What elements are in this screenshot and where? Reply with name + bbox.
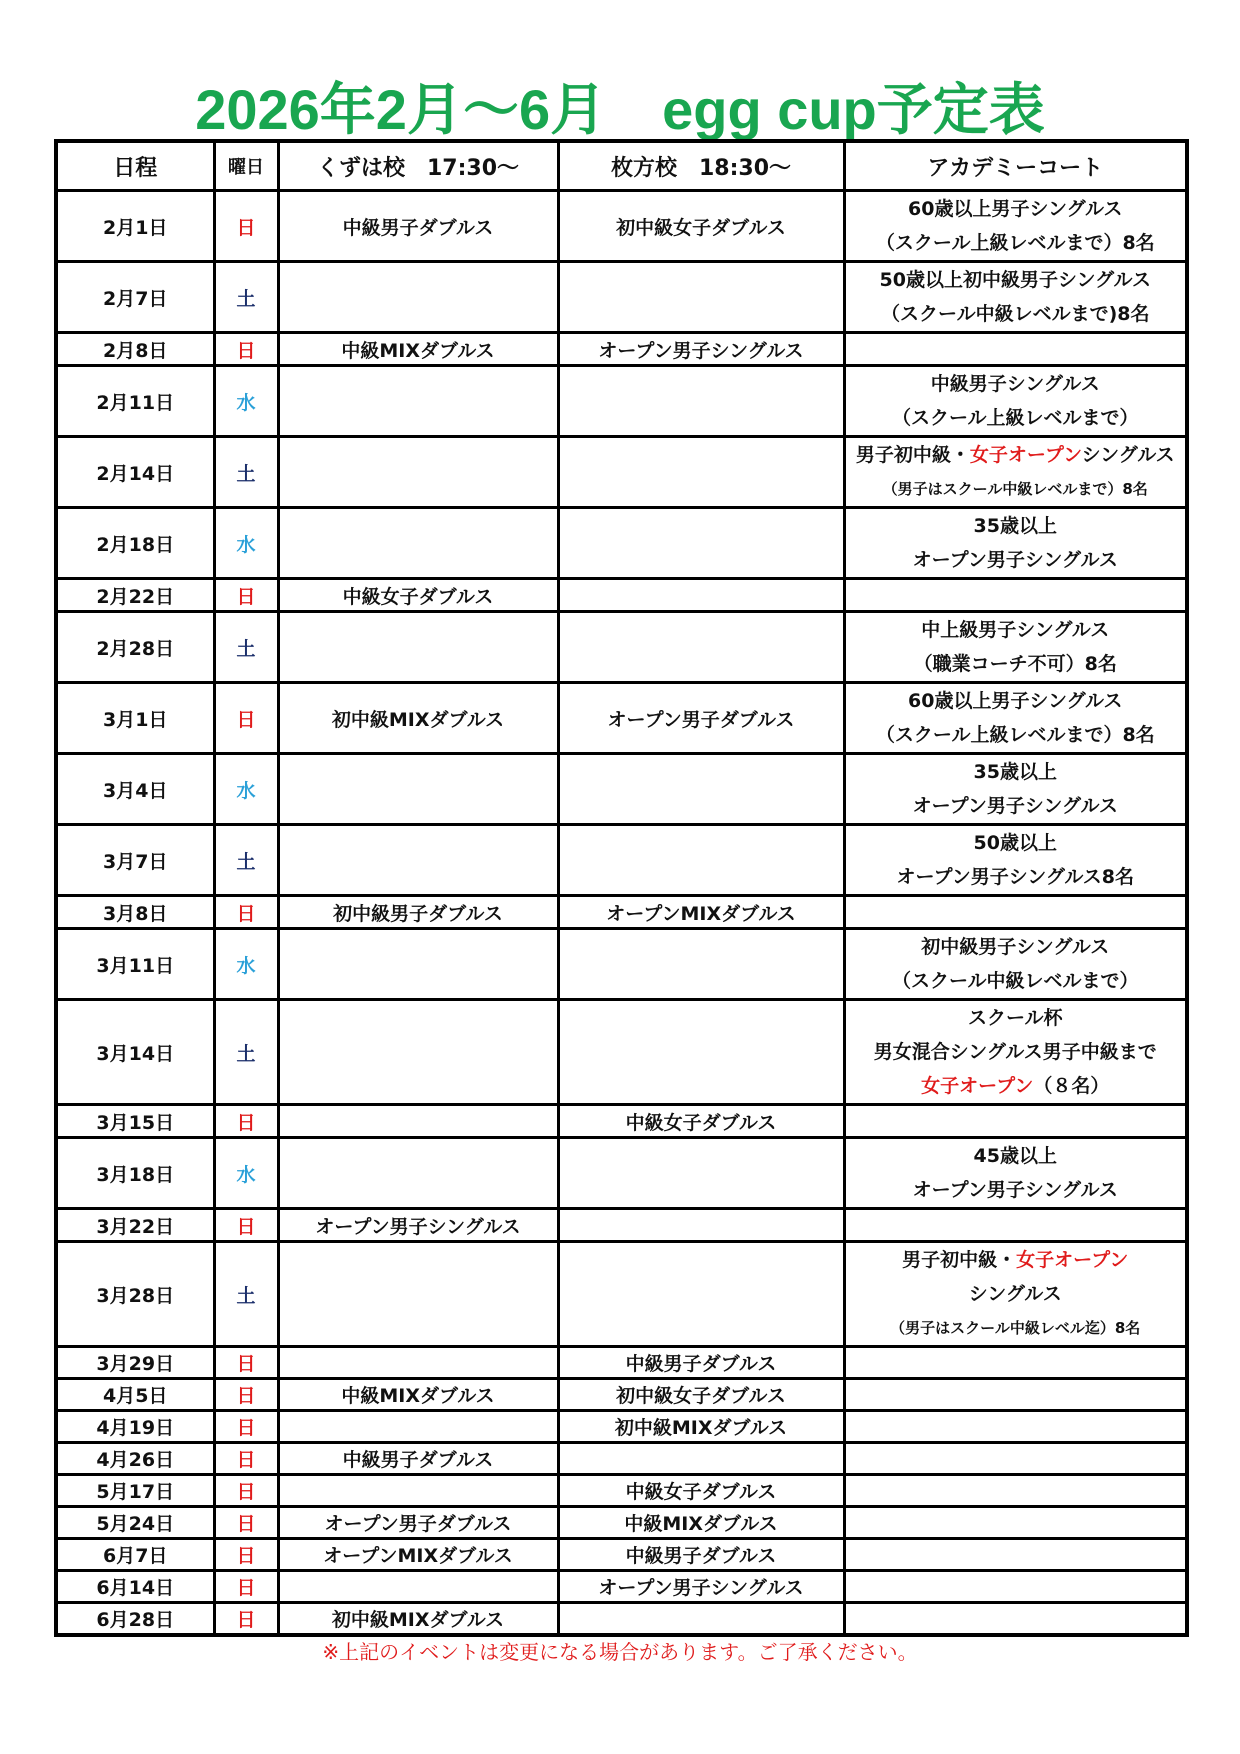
academy-event-line <box>846 1001 1186 1035</box>
hirakata-event-cell <box>558 612 844 683</box>
day-of-week-cell: 日 <box>214 1209 278 1242</box>
kuzuha-event-cell <box>278 437 558 508</box>
academy-event-cell <box>844 1209 1187 1242</box>
table-row <box>56 896 1187 929</box>
academy-event-line <box>846 1243 1186 1277</box>
table-row <box>56 1209 1187 1242</box>
day-of-week-cell: 水 <box>214 508 278 579</box>
hirakata-event-cell <box>558 366 844 437</box>
highlight-text: 女子オープン <box>921 1075 1034 1097</box>
table-row <box>56 929 1187 1000</box>
date-cell: 2月14日 <box>56 437 214 508</box>
table-row <box>56 508 1187 579</box>
academy-event-line <box>846 1035 1186 1069</box>
kuzuha-event-cell <box>278 1571 558 1603</box>
table-row <box>56 1571 1187 1603</box>
schedule-body <box>56 191 1187 1636</box>
schedule-table <box>54 139 1189 1637</box>
day-of-week-cell: 土 <box>214 437 278 508</box>
date-cell: 3月22日 <box>56 1209 214 1242</box>
header-row <box>56 141 1187 191</box>
academy-event-cell <box>844 1105 1187 1138</box>
hirakata-event-cell: 中級MIXダブルス <box>558 1507 844 1539</box>
academy-event-cell <box>844 929 1187 1000</box>
day-of-week-cell: 日 <box>214 1379 278 1411</box>
highlight-text: 女子オープン <box>969 444 1082 466</box>
academy-event-cell <box>844 1539 1187 1571</box>
event-text: 男子初中級・ <box>902 1249 1017 1271</box>
academy-event-cell <box>844 896 1187 929</box>
date-cell: 3月15日 <box>56 1105 214 1138</box>
academy-event-line <box>846 789 1186 823</box>
date-cell: 5月17日 <box>56 1475 214 1507</box>
day-of-week-cell: 水 <box>214 366 278 437</box>
date-cell: 3月8日 <box>56 896 214 929</box>
date-cell: 3月4日 <box>56 754 214 825</box>
event-text: （スクール上級レベルまで）8名 <box>875 232 1155 254</box>
hirakata-event-cell <box>558 754 844 825</box>
day-of-week-cell: 日 <box>214 1539 278 1571</box>
day-of-week-cell: 日 <box>214 1507 278 1539</box>
event-text: 60歳以上男子シングルス <box>908 198 1123 220</box>
table-row <box>56 1379 1187 1411</box>
academy-event-cell <box>844 1379 1187 1411</box>
table-row <box>56 612 1187 683</box>
event-text: スクール杯 <box>967 1007 1063 1029</box>
highlight-text: 女子オープン <box>1016 1249 1129 1271</box>
kuzuha-event-cell <box>278 1475 558 1507</box>
academy-event-line <box>846 509 1186 543</box>
hirakata-event-cell <box>558 579 844 612</box>
hirakata-event-cell: オープン男子ダブルス <box>558 683 844 754</box>
academy-event-line <box>846 826 1186 860</box>
date-cell: 6月7日 <box>56 1539 214 1571</box>
academy-event-line <box>846 647 1186 681</box>
page-title: 2026年2月～6月 egg cup予定表 <box>195 78 1045 141</box>
academy-event-cell <box>844 754 1187 825</box>
header-hirakata: 枚方校 18:30～ <box>558 141 844 191</box>
table-row <box>56 754 1187 825</box>
table-row <box>56 437 1187 508</box>
day-of-week-cell: 日 <box>214 333 278 366</box>
event-text: 60歳以上男子シングルス <box>908 690 1123 712</box>
academy-event-cell <box>844 683 1187 754</box>
event-text: 35歳以上 <box>973 761 1057 783</box>
table-row <box>56 1242 1187 1347</box>
date-cell: 3月1日 <box>56 683 214 754</box>
kuzuha-event-cell: オープンMIXダブルス <box>278 1539 558 1571</box>
day-of-week-cell: 水 <box>214 929 278 1000</box>
day-of-week-cell: 土 <box>214 825 278 896</box>
table-row <box>56 579 1187 612</box>
academy-event-line <box>846 1069 1186 1103</box>
hirakata-event-cell <box>558 508 844 579</box>
header-date: 日程 <box>56 141 214 191</box>
table-row <box>56 1000 1187 1105</box>
date-cell: 6月28日 <box>56 1603 214 1636</box>
academy-event-cell <box>844 579 1187 612</box>
day-of-week-cell: 日 <box>214 1411 278 1443</box>
hirakata-event-cell: 中級女子ダブルス <box>558 1105 844 1138</box>
academy-event-line <box>846 1173 1186 1207</box>
event-text: （スクール上級レベルまで） <box>891 407 1139 429</box>
academy-event-line <box>846 438 1186 472</box>
academy-event-cell <box>844 1507 1187 1539</box>
event-text: （スクール上級レベルまで）8名 <box>875 724 1155 746</box>
day-of-week-cell: 水 <box>214 1138 278 1209</box>
date-cell: 2月22日 <box>56 579 214 612</box>
date-cell: 2月11日 <box>56 366 214 437</box>
academy-event-line <box>846 401 1186 435</box>
date-cell: 3月14日 <box>56 1000 214 1105</box>
table-row <box>56 683 1187 754</box>
day-of-week-cell: 日 <box>214 191 278 262</box>
academy-event-line <box>846 860 1186 894</box>
academy-event-cell <box>844 1411 1187 1443</box>
day-of-week-cell: 土 <box>214 612 278 683</box>
day-of-week-cell: 日 <box>214 579 278 612</box>
event-text: 50歳以上 <box>973 832 1057 854</box>
day-of-week-cell: 土 <box>214 262 278 333</box>
kuzuha-event-cell: 初中級MIXダブルス <box>278 1603 558 1636</box>
date-cell: 4月26日 <box>56 1443 214 1475</box>
day-of-week-cell: 日 <box>214 683 278 754</box>
academy-event-line <box>846 1139 1186 1173</box>
hirakata-event-cell <box>558 1242 844 1347</box>
event-text: オープン男子シングルス8名 <box>896 866 1135 888</box>
table-row <box>56 1443 1187 1475</box>
table-row <box>56 333 1187 366</box>
day-of-week-cell: 日 <box>214 1105 278 1138</box>
academy-event-cell <box>844 191 1187 262</box>
academy-event-cell <box>844 1138 1187 1209</box>
academy-event-line <box>846 472 1186 506</box>
date-cell: 2月8日 <box>56 333 214 366</box>
table-row <box>56 1475 1187 1507</box>
day-of-week-cell: 日 <box>214 896 278 929</box>
academy-event-cell <box>844 366 1187 437</box>
kuzuha-event-cell <box>278 1138 558 1209</box>
academy-event-cell <box>844 508 1187 579</box>
hirakata-event-cell <box>558 929 844 1000</box>
header-day-of-week: 曜日 <box>214 141 278 191</box>
event-text: 中級男子シングルス <box>930 373 1100 395</box>
date-cell: 3月29日 <box>56 1347 214 1379</box>
table-row <box>56 1411 1187 1443</box>
header-kuzuha: くずは校 17:30～ <box>278 141 558 191</box>
academy-event-cell <box>844 1242 1187 1347</box>
event-text: 男女混合シングルス男子中級まで <box>873 1041 1157 1063</box>
academy-event-line <box>846 263 1186 297</box>
academy-event-line <box>846 297 1186 331</box>
academy-event-line <box>846 1311 1186 1345</box>
table-row <box>56 1105 1187 1138</box>
event-text: オープン男子シングルス <box>912 795 1118 817</box>
academy-event-line <box>846 930 1186 964</box>
kuzuha-event-cell: 中級女子ダブルス <box>278 579 558 612</box>
event-text: 初中級男子シングルス <box>921 936 1110 958</box>
day-of-week-cell: 土 <box>214 1242 278 1347</box>
hirakata-event-cell <box>558 262 844 333</box>
academy-event-cell <box>844 825 1187 896</box>
kuzuha-event-cell <box>278 1411 558 1443</box>
academy-event-line <box>846 1277 1186 1311</box>
academy-event-cell <box>844 1347 1187 1379</box>
date-cell: 2月28日 <box>56 612 214 683</box>
hirakata-event-cell <box>558 1443 844 1475</box>
kuzuha-event-cell <box>278 366 558 437</box>
event-text: （男子はスクール中級レベル迄）8名 <box>890 1319 1141 1337</box>
hirakata-event-cell <box>558 437 844 508</box>
academy-event-line <box>846 964 1186 998</box>
event-text: 35歳以上 <box>973 515 1057 537</box>
date-cell: 5月24日 <box>56 1507 214 1539</box>
date-cell: 4月19日 <box>56 1411 214 1443</box>
event-text: （職業コーチ不可）8名 <box>913 653 1117 675</box>
event-text: シングルス <box>968 1283 1062 1305</box>
kuzuha-event-cell <box>278 508 558 579</box>
hirakata-event-cell <box>558 1000 844 1105</box>
day-of-week-cell: 水 <box>214 754 278 825</box>
hirakata-event-cell: オープン男子シングルス <box>558 333 844 366</box>
kuzuha-event-cell: 中級男子ダブルス <box>278 1443 558 1475</box>
academy-event-cell <box>844 1000 1187 1105</box>
kuzuha-event-cell <box>278 262 558 333</box>
kuzuha-event-cell <box>278 1242 558 1347</box>
kuzuha-event-cell <box>278 754 558 825</box>
hirakata-event-cell: 中級女子ダブルス <box>558 1475 844 1507</box>
academy-event-cell <box>844 1475 1187 1507</box>
academy-event-line <box>846 755 1186 789</box>
hirakata-event-cell: 初中級MIXダブルス <box>558 1411 844 1443</box>
hirakata-event-cell <box>558 1603 844 1636</box>
day-of-week-cell: 日 <box>214 1571 278 1603</box>
hirakata-event-cell: オープン男子シングルス <box>558 1571 844 1603</box>
event-text: 50歳以上初中級男子シングルス <box>879 269 1151 291</box>
kuzuha-event-cell: 初中級MIXダブルス <box>278 683 558 754</box>
table-row <box>56 1347 1187 1379</box>
date-cell: 4月5日 <box>56 1379 214 1411</box>
kuzuha-event-cell: 中級男子ダブルス <box>278 191 558 262</box>
table-row <box>56 825 1187 896</box>
date-cell: 3月7日 <box>56 825 214 896</box>
hirakata-event-cell: 初中級女子ダブルス <box>558 191 844 262</box>
table-row <box>56 366 1187 437</box>
date-cell: 2月18日 <box>56 508 214 579</box>
kuzuha-event-cell: オープン男子シングルス <box>278 1209 558 1242</box>
hirakata-event-cell <box>558 1138 844 1209</box>
hirakata-event-cell: 初中級女子ダブルス <box>558 1379 844 1411</box>
date-cell: 2月7日 <box>56 262 214 333</box>
kuzuha-event-cell <box>278 612 558 683</box>
hirakata-event-cell: 中級男子ダブルス <box>558 1347 844 1379</box>
kuzuha-event-cell: 初中級男子ダブルス <box>278 896 558 929</box>
academy-event-cell <box>844 612 1187 683</box>
hirakata-event-cell: 中級男子ダブルス <box>558 1539 844 1571</box>
event-text: （男子はスクール中級レベルまで）8名 <box>882 480 1148 498</box>
day-of-week-cell: 土 <box>214 1000 278 1105</box>
date-cell: 3月28日 <box>56 1242 214 1347</box>
header-academy-court: アカデミーコート <box>844 141 1187 191</box>
academy-event-line <box>846 613 1186 647</box>
academy-event-cell <box>844 1571 1187 1603</box>
table-row <box>56 1138 1187 1209</box>
table-row <box>56 262 1187 333</box>
academy-event-cell <box>844 1443 1187 1475</box>
day-of-week-cell: 日 <box>214 1347 278 1379</box>
event-text: （スクール中級レベルまで） <box>891 970 1139 992</box>
day-of-week-cell: 日 <box>214 1603 278 1636</box>
academy-event-line <box>846 684 1186 718</box>
kuzuha-event-cell <box>278 1105 558 1138</box>
kuzuha-event-cell: 中級MIXダブルス <box>278 1379 558 1411</box>
academy-event-line <box>846 226 1186 260</box>
day-of-week-cell: 日 <box>214 1443 278 1475</box>
academy-event-cell <box>844 262 1187 333</box>
hirakata-event-cell <box>558 1209 844 1242</box>
day-of-week-cell: 日 <box>214 1475 278 1507</box>
disclaimer-note: ※上記のイベントは変更になる場合があります。ご了承ください。 <box>322 1640 918 1664</box>
kuzuha-event-cell: 中級MIXダブルス <box>278 333 558 366</box>
event-text: （スクール中級レベルまで)8名 <box>880 303 1150 325</box>
kuzuha-event-cell <box>278 1000 558 1105</box>
event-text: 45歳以上 <box>973 1145 1057 1167</box>
hirakata-event-cell: オープンMIXダブルス <box>558 896 844 929</box>
table-row <box>56 1539 1187 1571</box>
academy-event-line <box>846 367 1186 401</box>
hirakata-event-cell <box>558 825 844 896</box>
table-row <box>56 1507 1187 1539</box>
academy-event-cell <box>844 1603 1187 1636</box>
date-cell: 3月11日 <box>56 929 214 1000</box>
date-cell: 3月18日 <box>56 1138 214 1209</box>
academy-event-cell <box>844 333 1187 366</box>
event-text: 男子初中級・ <box>855 444 970 466</box>
event-text: オープン男子シングルス <box>912 549 1118 571</box>
kuzuha-event-cell <box>278 825 558 896</box>
kuzuha-event-cell: オープン男子ダブルス <box>278 1507 558 1539</box>
event-text: シングルス <box>1081 444 1175 466</box>
kuzuha-event-cell <box>278 1347 558 1379</box>
academy-event-line <box>846 192 1186 226</box>
academy-event-cell <box>844 437 1187 508</box>
table-row <box>56 1603 1187 1636</box>
date-cell: 2月1日 <box>56 191 214 262</box>
event-text: オープン男子シングルス <box>912 1179 1118 1201</box>
event-text: （８名） <box>1033 1075 1110 1097</box>
academy-event-line <box>846 718 1186 752</box>
academy-event-line <box>846 543 1186 577</box>
event-text: 中上級男子シングルス <box>921 619 1110 641</box>
kuzuha-event-cell <box>278 929 558 1000</box>
table-row <box>56 191 1187 262</box>
date-cell: 6月14日 <box>56 1571 214 1603</box>
